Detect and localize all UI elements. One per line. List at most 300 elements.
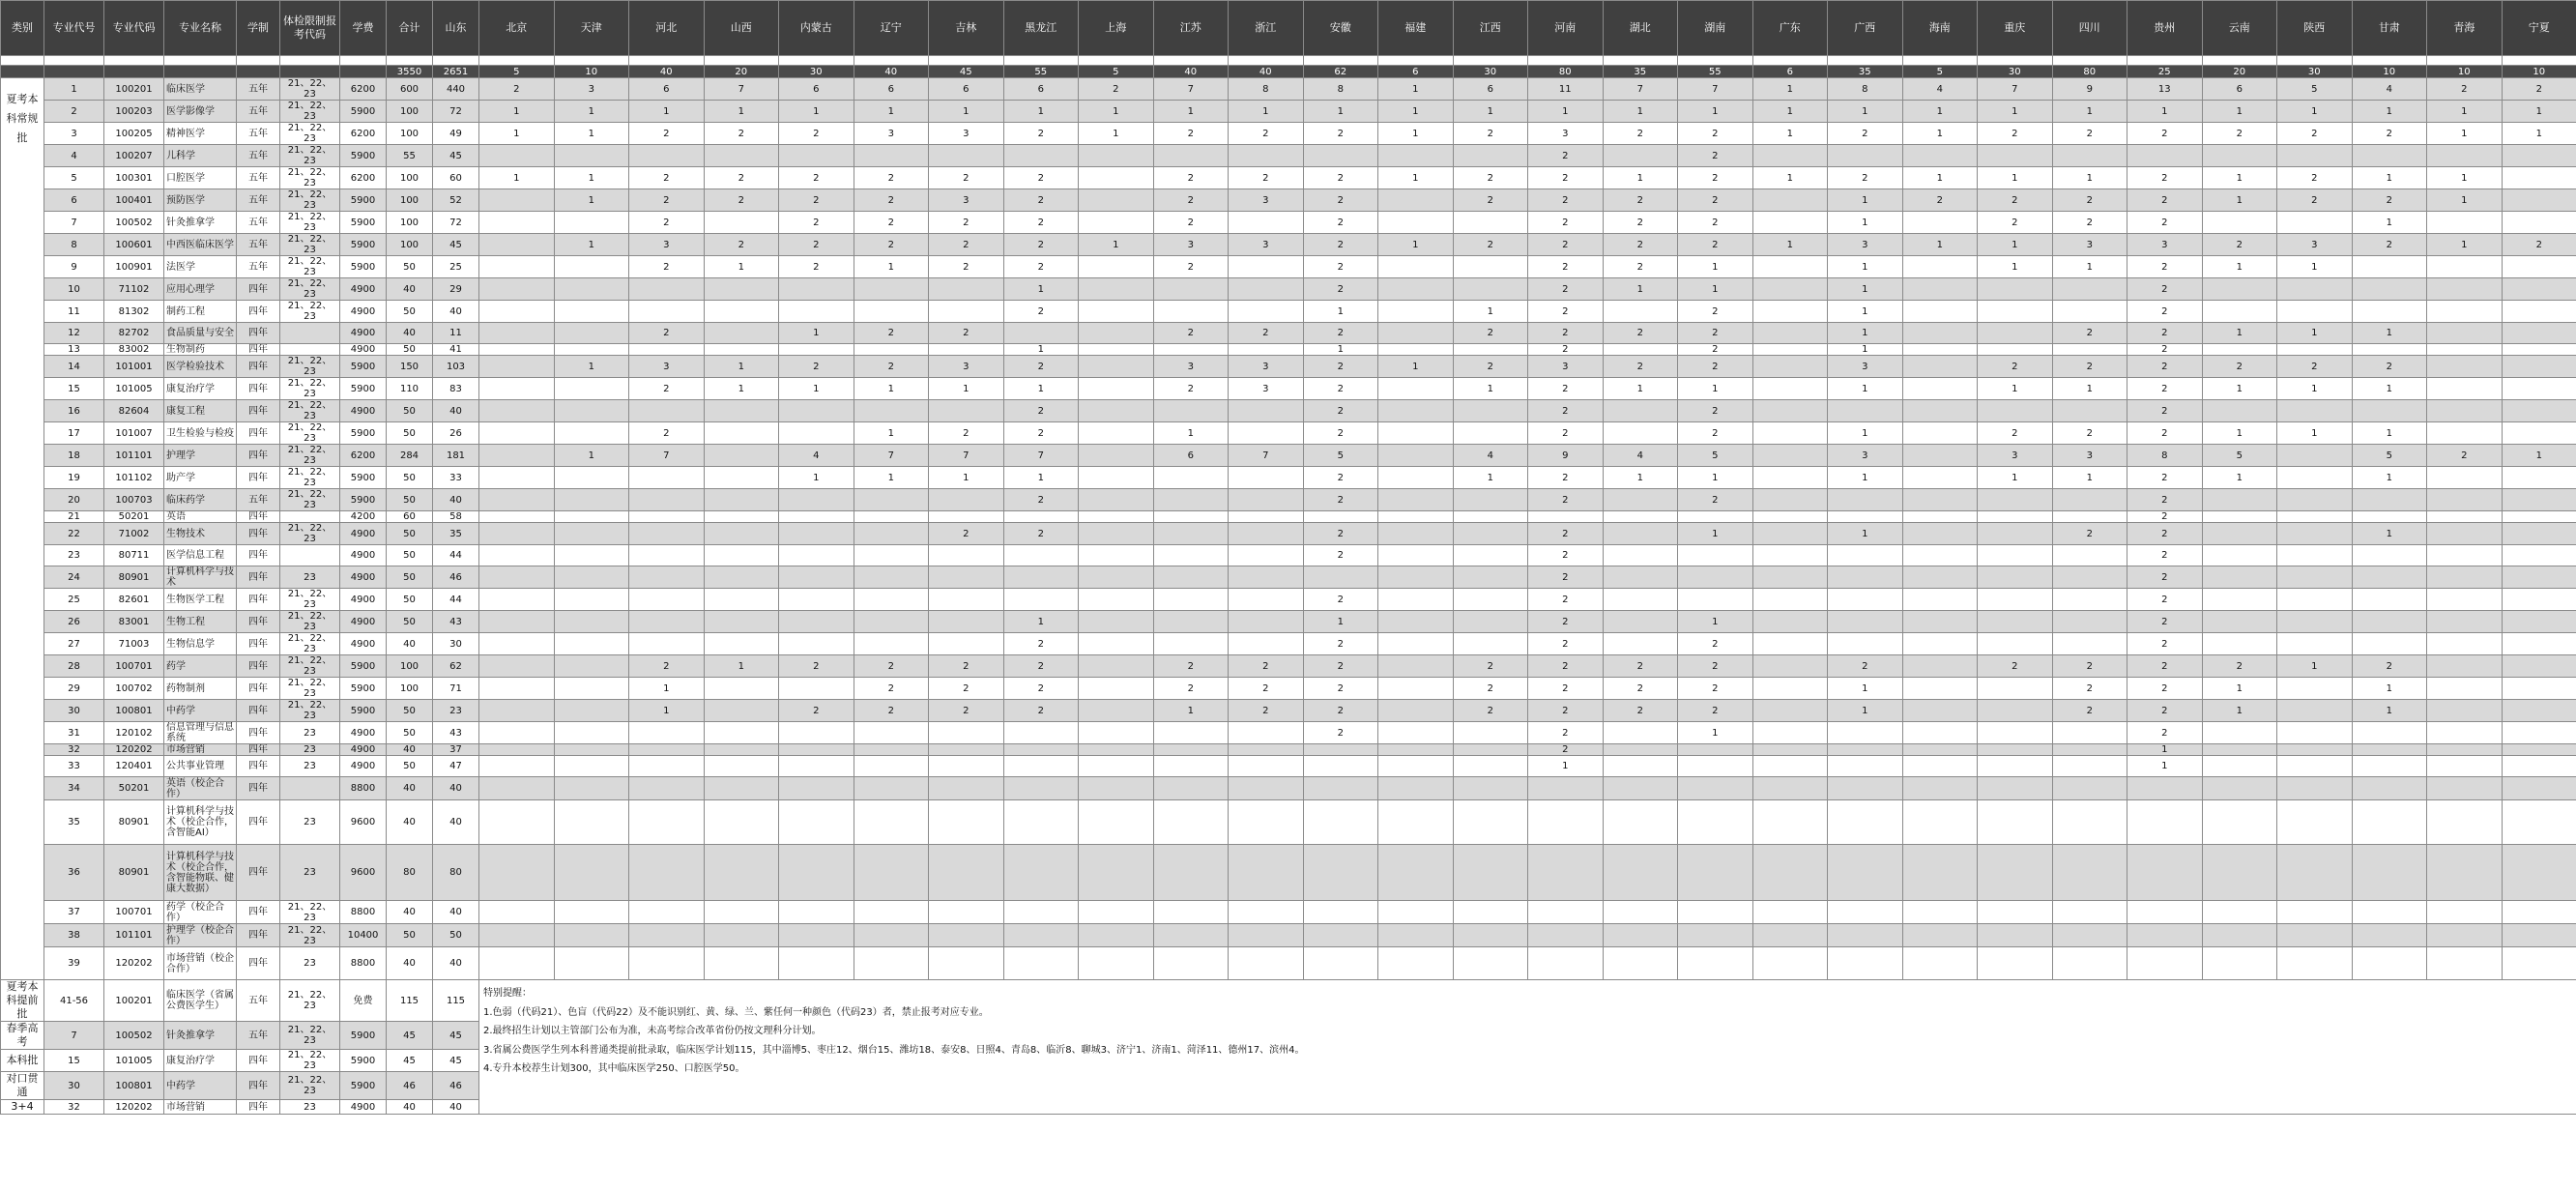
data-cell: 6 (929, 78, 1004, 101)
data-cell: 1 (1603, 101, 1678, 123)
data-cell (2202, 212, 2277, 234)
data-cell (479, 323, 555, 344)
data-cell: 四年 (237, 344, 280, 356)
data-cell (1902, 545, 1978, 566)
data-cell (2502, 611, 2576, 633)
data-cell (1603, 924, 1678, 947)
data-cell (1902, 422, 1978, 445)
column-header: 重庆 (1978, 1, 2053, 56)
data-cell (479, 356, 555, 378)
data-cell (629, 924, 705, 947)
data-cell (479, 445, 555, 467)
data-cell: 1 (1079, 123, 1154, 145)
data-cell (2352, 489, 2427, 511)
data-cell (1453, 947, 1528, 980)
data-cell (2427, 145, 2503, 167)
data-cell: 2 (704, 234, 779, 256)
data-cell: 2 (929, 167, 1004, 189)
data-cell (854, 511, 929, 523)
data-cell: 26 (44, 611, 104, 633)
data-cell: 4900 (340, 344, 387, 356)
data-cell: 2 (1303, 278, 1378, 301)
data-cell: 五年 (237, 212, 280, 234)
data-cell: 1 (2502, 445, 2576, 467)
data-cell: 13 (2127, 78, 2203, 101)
data-cell: 2 (854, 356, 929, 378)
data-cell: 31 (44, 722, 104, 744)
data-cell (1453, 511, 1528, 523)
data-cell: 50 (387, 700, 433, 722)
data-cell (2427, 278, 2503, 301)
total-cell: 55 (1678, 66, 1753, 78)
data-cell (704, 633, 779, 655)
column-header: 陕西 (2277, 1, 2353, 56)
data-cell (2202, 145, 2277, 167)
data-cell (704, 756, 779, 777)
data-cell: 4 (1453, 445, 1528, 467)
data-cell (2352, 256, 2427, 278)
data-cell: 2 (2427, 78, 2503, 101)
data-cell: 22 (44, 523, 104, 545)
data-cell (1378, 212, 1454, 234)
major-name-cell: 生物技术 (164, 523, 237, 545)
data-cell: 44 (433, 545, 479, 566)
column-header: 专业代号 (44, 1, 104, 56)
data-cell: 1 (1978, 101, 2053, 123)
data-cell: 1 (1828, 422, 1903, 445)
data-cell (1079, 278, 1154, 301)
data-cell: 1 (2352, 378, 2427, 400)
data-cell (1153, 523, 1229, 545)
data-cell: 五年 (237, 256, 280, 278)
data-cell: 80901 (104, 800, 164, 845)
data-cell: 9 (2052, 78, 2127, 101)
column-header: 海南 (1902, 1, 1978, 56)
data-cell (1752, 511, 1828, 523)
data-cell: 2 (929, 256, 1004, 278)
data-cell (2427, 633, 2503, 655)
data-cell (1902, 256, 1978, 278)
data-cell (1079, 378, 1154, 400)
data-cell: 2 (2127, 400, 2203, 422)
data-cell (554, 756, 629, 777)
data-cell (2427, 256, 2503, 278)
data-cell: 5900 (340, 467, 387, 489)
data-cell (1453, 722, 1528, 744)
data-cell: 2 (1153, 167, 1229, 189)
data-cell (1528, 924, 1604, 947)
data-cell (2052, 800, 2127, 845)
major-name-cell: 生物工程 (164, 611, 237, 633)
data-cell (2427, 777, 2503, 800)
data-cell (1229, 545, 1304, 566)
data-cell (2202, 800, 2277, 845)
data-cell: 50 (387, 301, 433, 323)
data-cell (554, 700, 629, 722)
data-cell (629, 566, 705, 589)
data-cell (779, 301, 854, 323)
table-row (1, 611, 2576, 633)
data-cell (1603, 145, 1678, 167)
data-cell: 四年 (237, 1050, 280, 1072)
data-cell (1378, 489, 1454, 511)
data-cell (554, 633, 629, 655)
category-cell: 本科批 (1, 1050, 44, 1072)
total-cell: 35 (1603, 66, 1678, 78)
data-cell (554, 678, 629, 700)
data-cell: 1 (1303, 344, 1378, 356)
table-row (1, 323, 2576, 344)
data-cell (1003, 145, 1079, 167)
data-cell (1453, 901, 1528, 924)
data-cell (479, 777, 555, 800)
data-cell: 2 (2277, 189, 2353, 212)
data-cell: 2 (1603, 212, 1678, 234)
note-line: 2.最终招生计划以主管部门公布为准，未高考综合改革省份仍按文理科分计划。 (483, 1026, 822, 1036)
data-cell (1079, 400, 1154, 422)
data-cell (1229, 589, 1304, 611)
data-cell (1378, 589, 1454, 611)
total-cell (164, 66, 237, 78)
data-cell (1229, 756, 1304, 777)
data-cell (2352, 145, 2427, 167)
data-cell (1528, 777, 1604, 800)
data-cell (1978, 323, 2053, 344)
data-cell: 2 (1079, 78, 1154, 101)
total-cell (44, 66, 104, 78)
data-cell (1978, 678, 2053, 700)
data-cell (1079, 700, 1154, 722)
data-cell: 100 (387, 212, 433, 234)
total-cell: 40 (1153, 66, 1229, 78)
data-cell (629, 145, 705, 167)
data-cell (1453, 566, 1528, 589)
data-cell (2427, 467, 2503, 489)
data-cell: 3 (1978, 445, 2053, 467)
data-cell (554, 301, 629, 323)
data-cell (1079, 256, 1154, 278)
data-cell (479, 924, 555, 947)
data-cell (2502, 400, 2576, 422)
data-cell (2427, 511, 2503, 523)
blank-cell (704, 56, 779, 66)
data-cell: 1 (479, 101, 555, 123)
table-row (1, 777, 2576, 800)
table-row (1, 566, 2576, 589)
data-cell (2427, 356, 2503, 378)
data-cell (2052, 924, 2127, 947)
table-row (1, 633, 2576, 655)
table-row (1, 356, 2576, 378)
data-cell (779, 278, 854, 301)
data-cell (704, 566, 779, 589)
data-cell (629, 777, 705, 800)
data-cell (2502, 323, 2576, 344)
data-cell (1079, 744, 1154, 756)
data-cell: 2 (1528, 722, 1604, 744)
major-name-cell: 中药学 (164, 700, 237, 722)
data-cell (929, 145, 1004, 167)
data-cell: 33 (433, 467, 479, 489)
data-cell (1378, 566, 1454, 589)
data-cell (1603, 744, 1678, 756)
major-name-cell: 临床医学 (164, 78, 237, 101)
data-cell: 2 (854, 323, 929, 344)
data-cell: 2 (1003, 678, 1079, 700)
data-cell (2277, 523, 2353, 545)
data-cell: 2 (854, 700, 929, 722)
data-cell: 1 (1003, 378, 1079, 400)
note-line: 3.省属公费医学生列本科普通类提前批录取，临床医学计划115，其中淄博5、枣庄12、烟台15、潍坊18、泰安8、日照4、青岛8、临沂8、聊城3、济宁1、济南1、菏泽11、德州17、滨州4。 (483, 1044, 1305, 1056)
data-cell: 50 (387, 924, 433, 947)
data-cell (2202, 947, 2277, 980)
data-cell (1752, 256, 1828, 278)
data-cell: 100201 (104, 980, 164, 1022)
data-cell: 1 (704, 378, 779, 400)
data-cell (2127, 800, 2203, 845)
data-cell (1678, 901, 1753, 924)
data-cell: 2 (704, 167, 779, 189)
data-cell (1752, 422, 1828, 445)
data-cell: 21、22、23 (280, 700, 340, 722)
data-cell: 40 (387, 947, 433, 980)
data-cell (1902, 511, 1978, 523)
blank-cell (1902, 56, 1978, 66)
data-cell: 30 (44, 1072, 104, 1100)
data-cell: 2 (2052, 356, 2127, 378)
data-cell: 100801 (104, 1072, 164, 1100)
data-cell: 50 (387, 256, 433, 278)
data-cell (280, 545, 340, 566)
data-cell: 2 (1303, 212, 1378, 234)
data-cell (1603, 400, 1678, 422)
data-cell (2052, 633, 2127, 655)
data-cell: 21、22、23 (280, 278, 340, 301)
data-cell (929, 947, 1004, 980)
data-cell (1378, 301, 1454, 323)
data-cell: 4 (44, 145, 104, 167)
data-cell: 45 (387, 1022, 433, 1050)
data-cell (1603, 633, 1678, 655)
data-cell: 100205 (104, 123, 164, 145)
data-cell: 82601 (104, 589, 164, 611)
data-cell: 1 (1828, 323, 1903, 344)
data-cell: 四年 (237, 545, 280, 566)
data-cell (479, 212, 555, 234)
data-cell: 1 (1678, 611, 1753, 633)
data-cell (854, 344, 929, 356)
data-cell: 2 (1528, 489, 1604, 511)
data-cell: 23 (280, 800, 340, 845)
data-cell: 2 (2502, 78, 2576, 101)
data-cell: 2 (2052, 678, 2127, 700)
data-cell (479, 145, 555, 167)
data-cell: 6 (2202, 78, 2277, 101)
data-cell (2352, 566, 2427, 589)
data-cell (629, 947, 705, 980)
data-cell: 1 (1902, 234, 1978, 256)
data-cell: 1 (1752, 234, 1828, 256)
data-cell (1079, 356, 1154, 378)
data-cell (1453, 589, 1528, 611)
data-cell: 50 (387, 422, 433, 445)
data-cell (629, 511, 705, 523)
data-cell: 2 (1453, 323, 1528, 344)
data-cell (1902, 845, 1978, 901)
data-cell (1678, 947, 1753, 980)
data-cell: 2 (2052, 123, 2127, 145)
data-cell (1079, 145, 1154, 167)
data-cell (2052, 756, 2127, 777)
data-cell (2502, 589, 2576, 611)
data-cell (554, 467, 629, 489)
table-row (1, 189, 2576, 212)
data-cell: 1 (1978, 467, 2053, 489)
data-cell: 2 (1303, 589, 1378, 611)
column-header: 上海 (1079, 1, 1154, 56)
data-cell: 2 (2202, 356, 2277, 378)
data-cell (554, 744, 629, 756)
data-cell: 21、22、23 (280, 523, 340, 545)
data-cell: 20 (44, 489, 104, 511)
table-row (1, 511, 2576, 523)
data-cell (704, 278, 779, 301)
data-cell (1978, 545, 2053, 566)
table-row (1, 101, 2576, 123)
data-cell: 46 (433, 566, 479, 589)
data-cell: 21、22、23 (280, 1050, 340, 1072)
data-cell: 6 (1453, 78, 1528, 101)
data-cell: 5 (1678, 445, 1753, 467)
data-cell: 1 (779, 323, 854, 344)
data-cell: 4900 (340, 301, 387, 323)
data-cell (2052, 744, 2127, 756)
data-cell: 1 (2202, 467, 2277, 489)
data-cell: 150 (387, 356, 433, 378)
data-cell: 72 (433, 212, 479, 234)
data-cell (1453, 145, 1528, 167)
data-cell: 40 (387, 777, 433, 800)
category-cell: 春季高考 (1, 1022, 44, 1050)
data-cell: 2 (2052, 700, 2127, 722)
data-cell (1678, 756, 1753, 777)
data-cell: 2 (854, 655, 929, 678)
data-cell: 2 (854, 234, 929, 256)
column-header: 青海 (2427, 1, 2503, 56)
data-cell: 2 (929, 700, 1004, 722)
data-cell (2052, 845, 2127, 901)
table-row (1, 212, 2576, 234)
data-cell: 2 (2502, 234, 2576, 256)
data-cell: 3 (629, 356, 705, 378)
data-cell: 8800 (340, 777, 387, 800)
data-cell: 2 (1678, 633, 1753, 655)
data-cell (1603, 947, 1678, 980)
header-row (1, 1, 2576, 56)
data-cell: 3 (929, 356, 1004, 378)
column-header: 湖南 (1678, 1, 1753, 56)
data-cell (629, 722, 705, 744)
data-cell: 1 (704, 101, 779, 123)
data-cell: 50201 (104, 511, 164, 523)
major-name-cell: 医学信息工程 (164, 545, 237, 566)
data-cell (554, 400, 629, 422)
data-cell: 100 (387, 167, 433, 189)
data-cell: 21、22、23 (280, 356, 340, 378)
major-name-cell: 康复工程 (164, 400, 237, 422)
data-cell (1752, 700, 1828, 722)
data-cell (2502, 545, 2576, 566)
data-cell: 6 (629, 78, 705, 101)
data-cell (1902, 655, 1978, 678)
data-cell (854, 800, 929, 845)
column-header: 北京 (479, 1, 555, 56)
data-cell (1229, 422, 1304, 445)
note-line: 4.专升本校荐生计划300，其中临床医学250、口腔医学50。 (483, 1063, 745, 1074)
data-cell: 72 (433, 101, 479, 123)
data-cell: 1 (2052, 467, 2127, 489)
data-cell (929, 901, 1004, 924)
data-cell: 2 (1453, 655, 1528, 678)
data-cell: 2 (629, 167, 705, 189)
data-cell: 101102 (104, 467, 164, 489)
data-cell: 100701 (104, 901, 164, 924)
data-cell: 2 (1303, 523, 1378, 545)
major-name-cell: 临床医学（省属公费医学生） (164, 980, 237, 1022)
data-cell (1828, 756, 1903, 777)
table-row (1, 400, 2576, 422)
data-cell (1678, 545, 1753, 566)
data-cell: 40 (433, 489, 479, 511)
data-cell: 2 (1528, 301, 1604, 323)
data-cell: 1 (1678, 278, 1753, 301)
data-cell (1603, 800, 1678, 845)
table-row (1, 722, 2576, 744)
data-cell (929, 633, 1004, 655)
data-cell: 71003 (104, 633, 164, 655)
data-cell: 40 (433, 400, 479, 422)
data-cell (1153, 845, 1229, 901)
data-cell: 101101 (104, 924, 164, 947)
data-cell (2127, 924, 2203, 947)
data-cell (1902, 467, 1978, 489)
data-cell: 100 (387, 101, 433, 123)
data-cell: 6 (779, 78, 854, 101)
data-cell: 17 (44, 422, 104, 445)
data-cell (779, 924, 854, 947)
data-cell (1678, 566, 1753, 589)
data-cell (1303, 566, 1378, 589)
data-cell (1378, 800, 1454, 845)
data-cell: 2 (1303, 422, 1378, 445)
data-cell: 2 (1153, 655, 1229, 678)
data-cell: 6200 (340, 123, 387, 145)
data-cell (2277, 611, 2353, 633)
table-row (1, 845, 2576, 901)
data-cell (1229, 256, 1304, 278)
data-cell: 83 (433, 378, 479, 400)
data-cell (1229, 722, 1304, 744)
data-cell (2427, 611, 2503, 633)
data-cell (1828, 924, 1903, 947)
data-cell: 1 (44, 78, 104, 101)
data-cell: 2 (1528, 422, 1604, 445)
data-cell: 24 (44, 566, 104, 589)
data-cell: 100 (387, 234, 433, 256)
major-name-cell: 生物制药 (164, 344, 237, 356)
data-cell: 82604 (104, 400, 164, 422)
data-cell: 2 (929, 212, 1004, 234)
